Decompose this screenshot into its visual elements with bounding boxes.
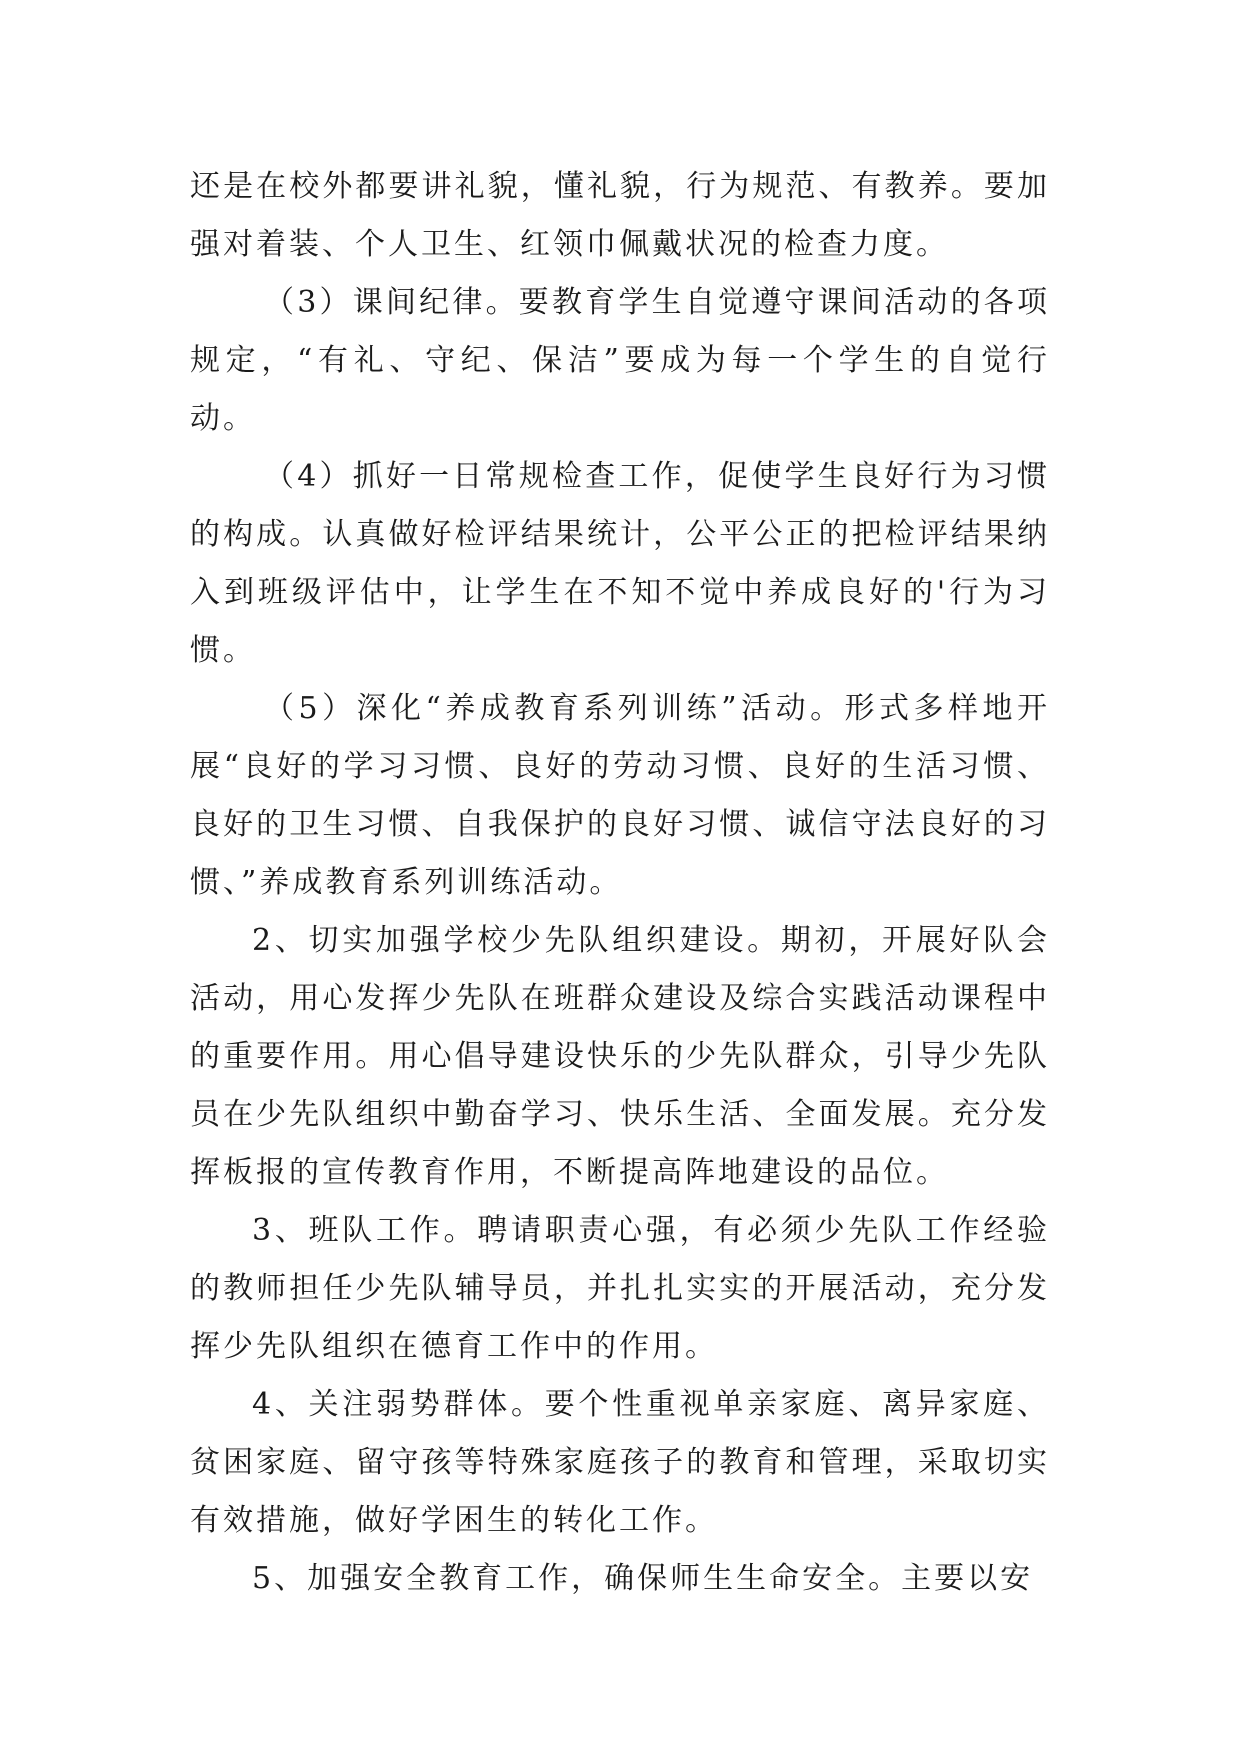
document-body: [190, 158, 1050, 1608]
paragraph-item-3-class-discipline: （3）课间纪律。要教育学生自觉遵守课间活动的各项规定，“有礼、守纪、保洁”要成为每一个学生的自觉行动。: [190, 285, 1050, 436]
paragraph-item-4-daily-routine: （4）抓好一日常规检查工作，促使学生良好行为习惯的构成。认真做好检评结果统计，公平公正的把检评结果纳入到班级评估中，让学生在不知不觉中养成良好的'行为习惯。: [190, 459, 1050, 668]
paragraph-section-5-safety: 5、加强安全教育工作，确保师生生命安全。主要以安: [252, 1561, 1034, 1596]
paragraph-section-3-class-team: 3、班队工作。聘请职责心强，有必须少先队工作经验的教师担任少先队辅导员，并扎扎实实的开展活动，充分发挥少先队组织在德育工作中的作用。: [190, 1213, 1050, 1364]
paragraph-continuation: 还是在校外都要讲礼貌，懂礼貌，行为规范、有教养。要加强对着装、个人卫生、红领巾佩戴状况的检查力度。: [190, 169, 1050, 262]
paragraph-section-4-vulnerable-groups: 4、关注弱势群体。要个性重视单亲家庭、离异家庭、贫困家庭、留守孩等特殊家庭孩子的教育和管理，采取切实有效措施，做好学困生的转化工作。: [190, 1387, 1050, 1538]
paragraph-section-2-young-pioneers: 2、切实加强学校少先队组织建设。期初，开展好队会活动，用心发挥少先队在班群众建设及综合实践活动课程中的重要作用。用心倡导建设快乐的少先队群众，引导少先队员在少先队组织中勤奋学习、快乐生活、全面发展。充分发挥板报的宣传教育作用，不断提高阵地建设的品位。: [190, 923, 1050, 1190]
paragraph-item-5-habit-training: （5）深化“养成教育系列训练”活动。形式多样地开展“良好的学习习惯、良好的劳动习惯、良好的生活习惯、良好的卫生习惯、自我保护的良好习惯、诚信守法良好的习惯、”养成教育系列训练活动。: [190, 691, 1050, 900]
